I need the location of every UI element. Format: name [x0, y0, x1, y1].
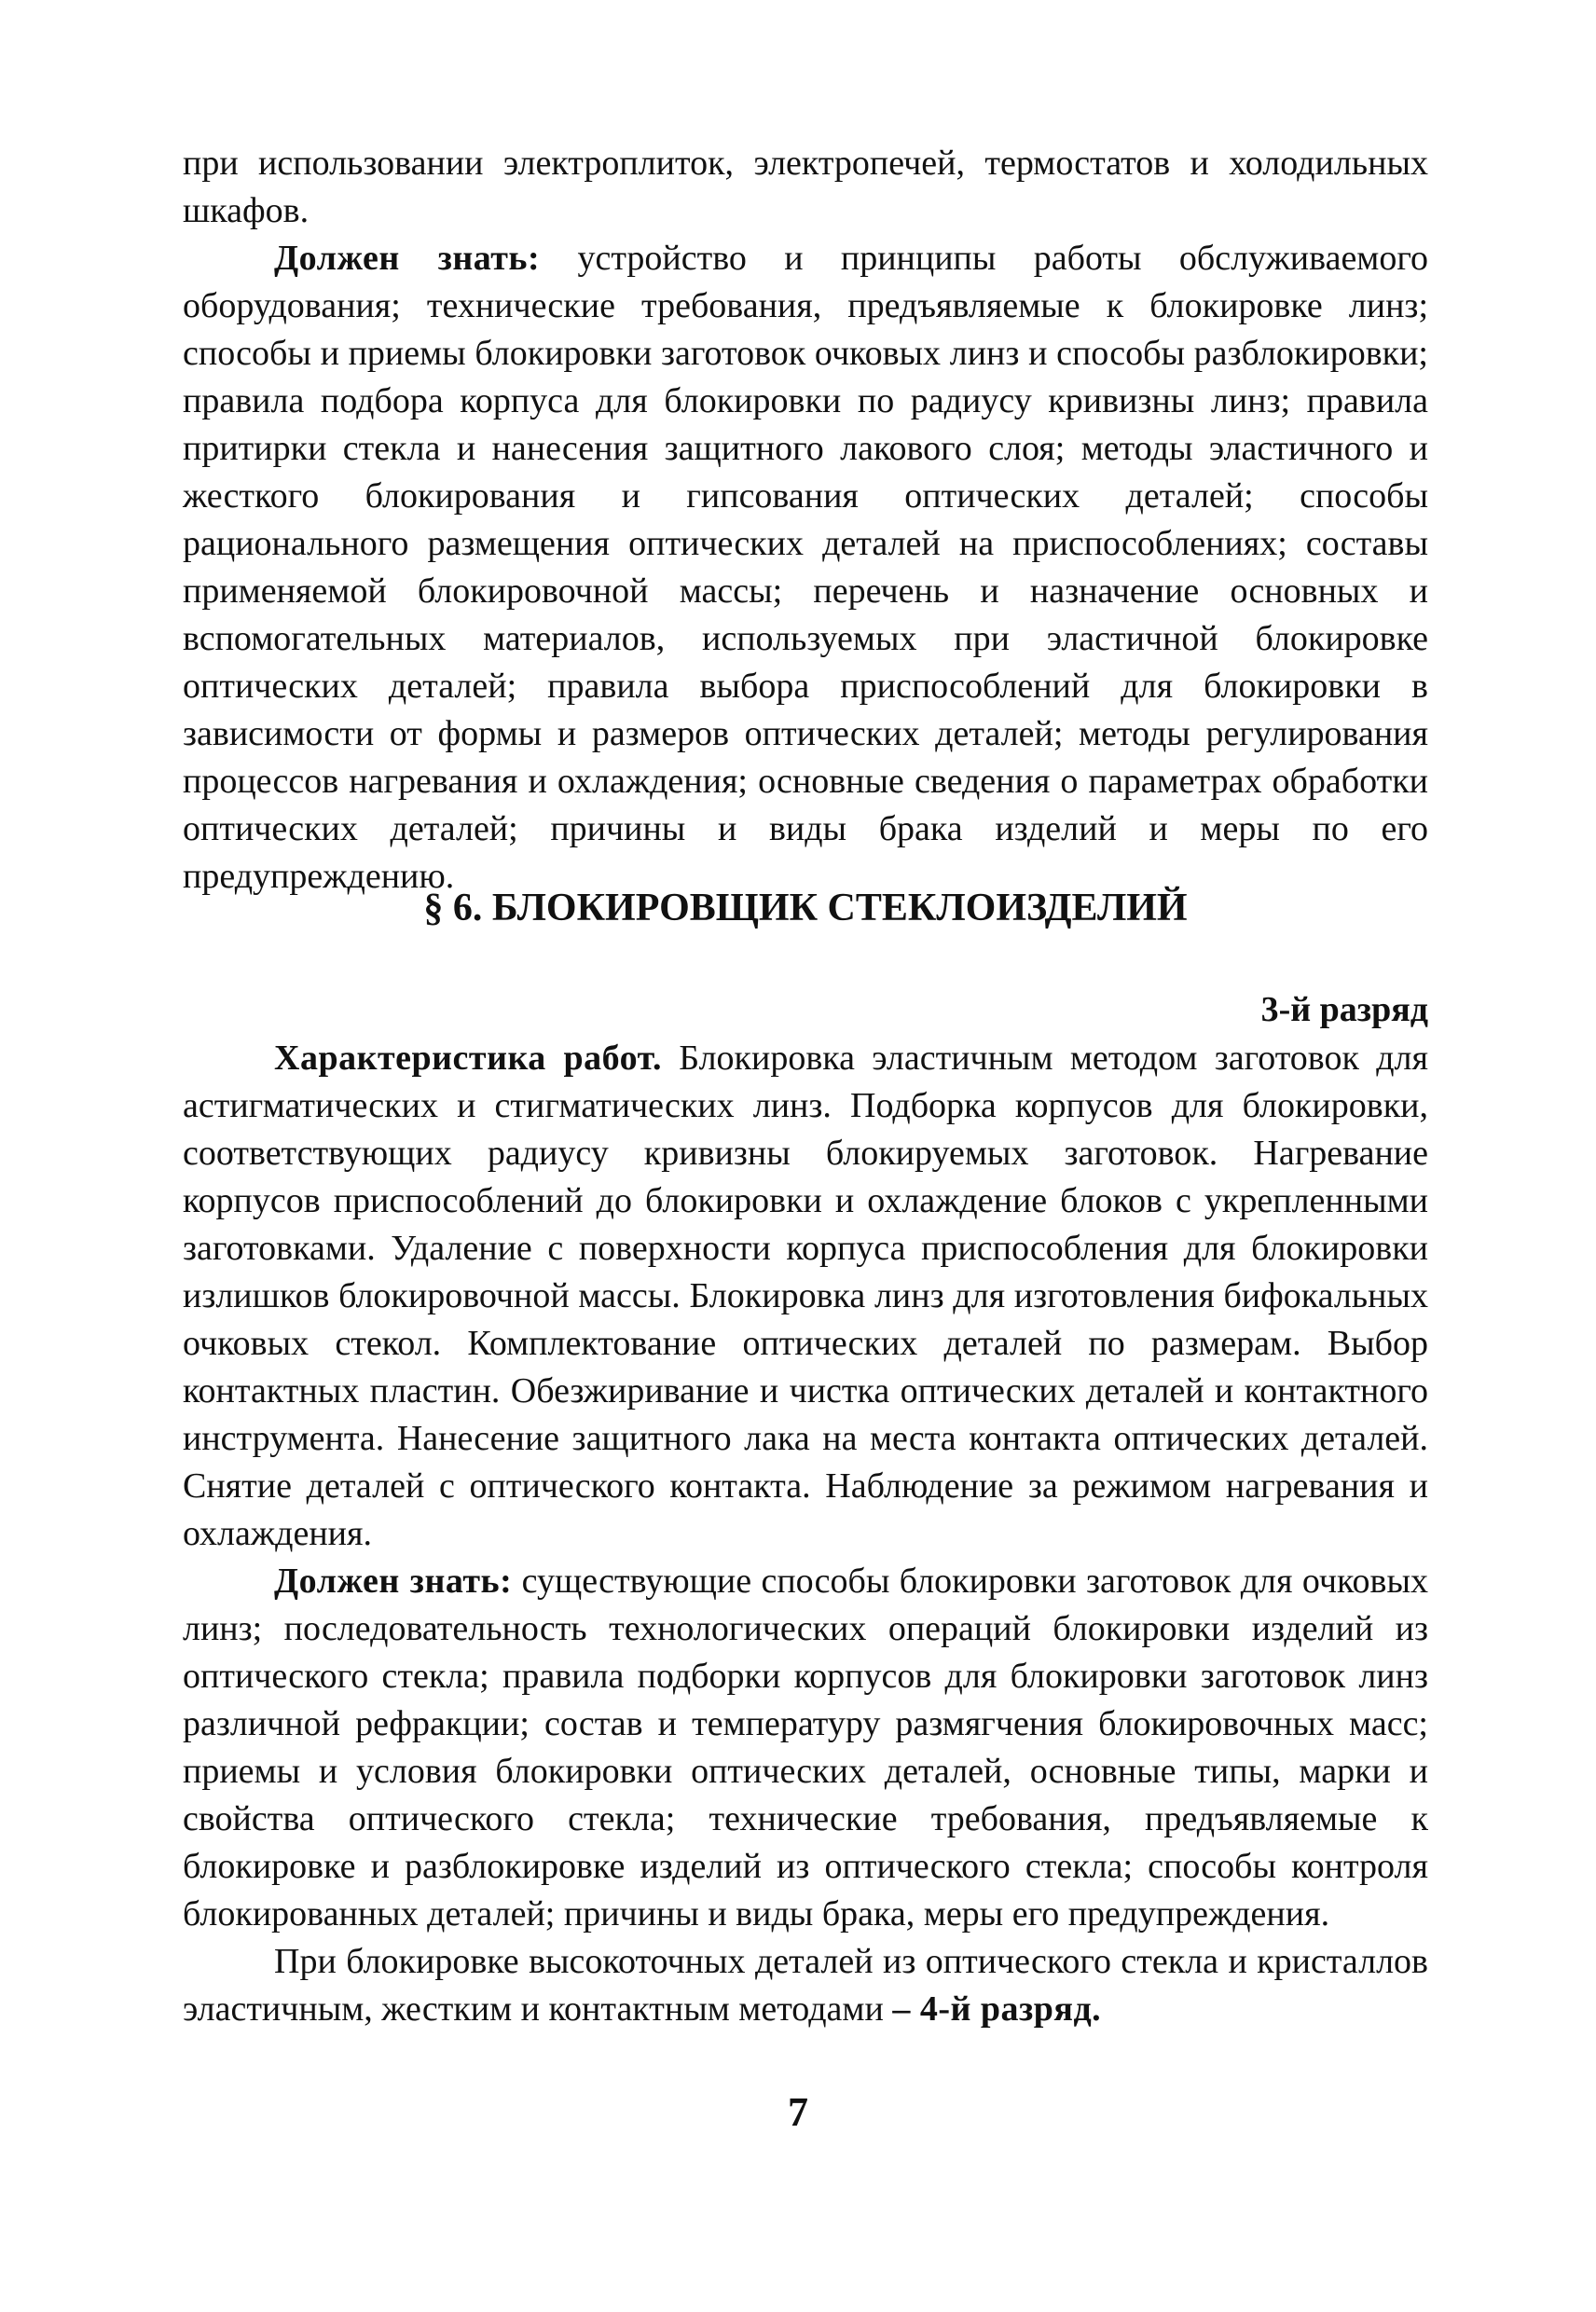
- knowledge-paragraph: [183, 1558, 1428, 1938]
- knowledge-lead-top: Должен знать:: [274, 239, 541, 278]
- knowledge-lead: Должен знать:: [274, 1562, 513, 1601]
- knowledge-paragraph-top: [183, 235, 1428, 901]
- page-number: 7: [788, 2089, 808, 2135]
- note-text: При блокировке высокоточных деталей из оптического стекла и кристаллов эластичным, жестким и контактным методами: [183, 1942, 1428, 2029]
- section-heading: § 6. БЛОКИРОВЩИК СТЕКЛОИЗДЕЛИЙ: [423, 887, 1188, 929]
- characteristic-paragraph: [183, 1035, 1428, 1558]
- knowledge-text: существующие способы блокировки заготовок для очковых линз; последовательность технологических операций блокировки изделий из оптического стекла; правила подборки корпусов для блокировки заготовок линз различной рефракции; состав и температуру размягчения блокировочных масс; приемы и условия блокировки оптических деталей, основные типы, марки и свойства оптического стекла; технические требования, предъявляемые к блокировке и разблокировке изделий из оптического стекла; способы контроля блокированных деталей; причины и виды брака, меры его предупреждения.: [183, 1562, 1429, 1934]
- note-paragraph: [183, 1938, 1428, 2033]
- knowledge-text-top: устройство и принципы работы обслуживаемого оборудования; технические требования, предъявляемые к блокировке линз; способы и приемы блокировки заготовок очковых линз и способы разблокировки; правила подбора корпуса для блокировки по радиусу кривизны линз; правила притирки стекла и нанесения защитного лакового слоя; методы эластичного и жесткого блокирования и гипсования оптических деталей; способы рационального размещения оптических деталей на приспособлениях; составы применяемой блокировочной массы; перечень и назначение основных и вспомогательных материалов, используемых при эластичной блокировке оптических деталей; правила выбора приспособлений для блокировки в зависимости от формы и размеров оптических деталей; методы регулирования процессов нагревания и охлаждения; основные сведения о параметрах обработки оптических деталей; причины и виды брака изделий и меры по его предупреждению.: [183, 239, 1428, 896]
- characteristic-text: Блокировка эластичным методом заготовок для астигматических и стигматических линз. Подборка корпусов для блокировки, соответствующих радиусу кривизны блокируемых заготовок. Нагревание корпусов приспособлений до блокировки и охлаждение блоков с укрепленными заготовками. Удаление с поверхности корпуса приспособления для блокировки излишков блокировочной массы. Блокировка линз для изготовления бифокальных очковых стекол. Комплектование оптических деталей по размерам. Выбор контактных пластин. Обезжиривание и чистка оптических деталей и контактного инструмента. Нанесение защитного лака на места контакта оптических деталей. Снятие деталей с оптического контакта. Наблюдение за режимом нагревания и охлаждения.: [183, 1039, 1428, 1553]
- note-grade: – 4-й разряд.: [892, 1989, 1102, 2029]
- characteristic-lead: Характеристика работ.: [274, 1039, 662, 1078]
- section-text-block: [183, 1035, 1428, 2033]
- grade-label: 3-й разряд: [1260, 990, 1428, 1029]
- continuation-paragraph: при использовании электроплиток, электропечей, термостатов и холодильных шкафов.: [183, 144, 1428, 230]
- top-text-block: [183, 140, 1428, 901]
